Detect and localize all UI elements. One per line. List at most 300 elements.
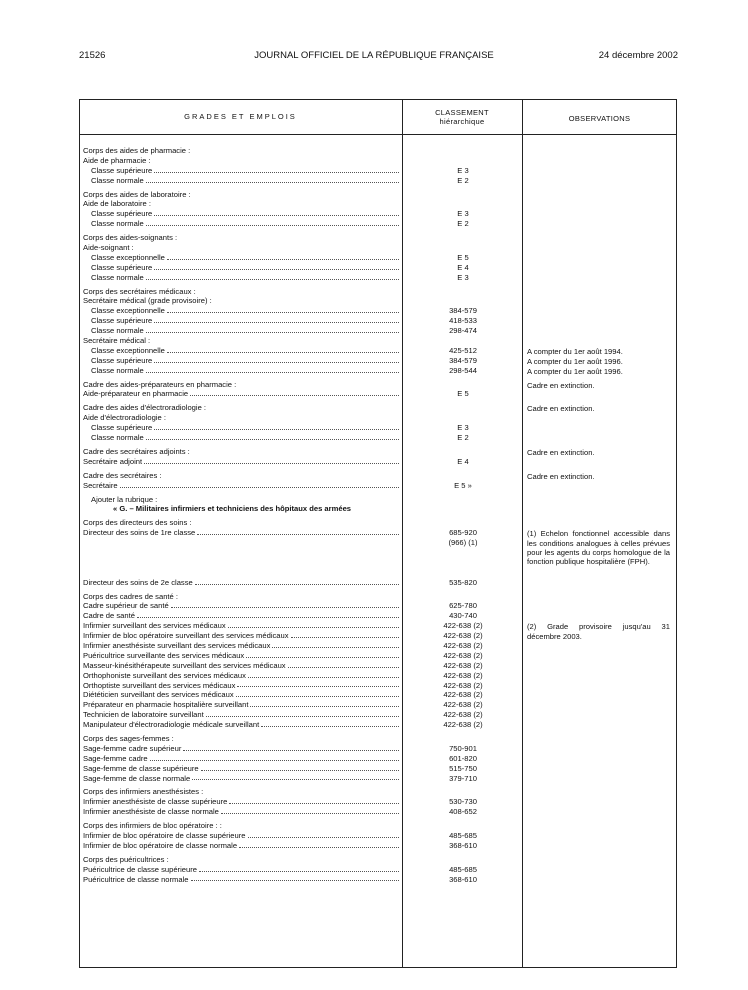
leader-dots <box>195 578 399 585</box>
grade-label: Manipulateur d'électroradiologie médicale surveillant <box>83 720 260 730</box>
grade-label: Aide de pharmacie : <box>83 155 151 165</box>
observation-cell <box>527 631 672 641</box>
grade-row <box>83 592 401 602</box>
grade-label: Corps des aides-soignants : <box>83 233 178 243</box>
classement-value: E 3 <box>457 423 469 433</box>
grade-label: Classe normale <box>91 272 144 282</box>
grade-label: Classe exceptionnelle <box>91 345 165 355</box>
observation-cell <box>527 233 672 243</box>
header-classement-line2: hiérarchique <box>439 117 485 126</box>
observation-cell <box>527 601 672 611</box>
leader-dots <box>146 176 399 183</box>
classement-value: E 2 <box>457 433 469 443</box>
classement-value: E 4 <box>457 456 469 466</box>
grade-label: Secrétaire <box>83 480 118 490</box>
grade-label: Puéricultrice de classe supérieure <box>83 864 197 874</box>
classement-value: 422-638 (2) <box>443 680 483 690</box>
observation-cell <box>527 774 672 784</box>
grade-label: Sage-femme cadre <box>83 753 148 763</box>
classement-value: 422-638 (2) <box>443 660 483 670</box>
grade-label: Classe exceptionnelle <box>91 252 165 262</box>
grade-row <box>83 296 401 306</box>
grade-label: Infirmier anesthésiste de classe normale <box>83 807 219 817</box>
grade-label: Corps des cadres de santé : <box>83 591 178 601</box>
classement-value: 685-920 <box>449 528 477 538</box>
classement-value <box>404 734 522 744</box>
observation-cell <box>527 807 672 817</box>
observations-column <box>527 142 672 884</box>
grade-row <box>83 734 401 744</box>
classement-value <box>404 146 522 156</box>
grade-row <box>83 601 401 611</box>
leader-dots <box>146 219 399 226</box>
observation-cell <box>527 821 672 831</box>
header-grades: GRADES ET EMPLOIS <box>184 112 297 121</box>
leader-dots <box>171 601 399 608</box>
grade-label: Infirmier anesthésiste surveillant des services médicaux <box>83 640 271 650</box>
grade-row <box>83 787 401 797</box>
classement-value: 368-610 <box>449 840 477 850</box>
grade-row <box>83 548 401 558</box>
header-observations: OBSERVATIONS <box>568 114 631 123</box>
observation-cell <box>527 166 672 176</box>
leader-dots <box>221 807 399 814</box>
leader-dots <box>146 366 399 373</box>
grade-label: Directeur des soins de 1re classe <box>83 528 196 538</box>
classement-value <box>404 233 522 243</box>
grade-row <box>83 346 401 356</box>
observation-cell <box>527 518 672 528</box>
grade-row <box>83 631 401 641</box>
observation-cell <box>527 710 672 720</box>
grade-label: Sage-femme cadre supérieur <box>83 743 182 753</box>
classement-column <box>404 142 522 884</box>
grade-label: Masseur-kinésithérapeute surveillant des services médicaux <box>83 660 286 670</box>
observation-cell <box>527 611 672 621</box>
journal-title: JOURNAL OFFICIEL DE LA RÉPUBLIQUE FRANÇAISE <box>254 50 494 61</box>
grade-row <box>83 176 401 186</box>
grade-row <box>83 306 401 316</box>
observation-cell <box>527 316 672 326</box>
observation-cell <box>527 389 672 399</box>
classement-value: 384-579 <box>449 355 477 365</box>
classement-value: 298-544 <box>449 365 477 375</box>
classement-value: 422-638 (2) <box>443 621 483 631</box>
leader-dots <box>237 681 399 688</box>
classement-value: 750-901 <box>449 743 477 753</box>
page-number: 21526 <box>79 50 106 61</box>
grade-row <box>83 841 401 851</box>
grade-row <box>83 710 401 720</box>
grade-row <box>83 621 401 631</box>
leader-dots <box>154 356 399 363</box>
leader-dots <box>206 710 399 717</box>
observation-cell <box>527 641 672 651</box>
observation-cell <box>527 380 672 390</box>
grade-label: Corps des aides de laboratoire : <box>83 189 191 199</box>
leader-dots <box>154 423 399 430</box>
grade-row <box>83 700 401 710</box>
observation-text: A compter du 1er août 1994. <box>527 346 623 356</box>
grade-row <box>83 447 401 457</box>
classement-value: 422-638 (2) <box>443 640 483 650</box>
grade-row <box>83 821 401 831</box>
observation-cell <box>527 720 672 730</box>
observation-cell <box>527 433 672 443</box>
classement-value <box>404 821 522 831</box>
grade-label: Classe supérieure <box>91 355 153 365</box>
grade-label: Cadre de santé <box>83 611 135 621</box>
grade-row <box>83 865 401 875</box>
leader-dots <box>191 875 399 882</box>
leader-dots <box>272 641 399 648</box>
classement-value <box>404 518 522 528</box>
observation-cell <box>527 681 672 691</box>
grade-row <box>83 504 401 514</box>
leader-dots <box>261 720 399 727</box>
observation-cell <box>527 538 672 548</box>
leader-dots <box>144 457 399 464</box>
classement-value <box>404 504 522 514</box>
grade-row <box>83 423 401 433</box>
classement-value: E 5 <box>457 389 469 399</box>
grade-row <box>83 568 401 578</box>
observation-cell <box>527 219 672 229</box>
grade-label: Corps des sages-femmes : <box>83 733 174 743</box>
grade-label: Cadre des aides-préparateurs en pharmacie : <box>83 379 237 389</box>
classement-value: E 3 <box>457 209 469 219</box>
leader-dots <box>192 774 399 781</box>
grade-label: Technicien de laboratoire surveillant <box>83 710 204 720</box>
observation-cell <box>527 855 672 865</box>
leader-dots <box>167 253 399 260</box>
observation-cell <box>527 568 672 578</box>
header-divider <box>79 134 677 135</box>
grade-row <box>83 875 401 885</box>
observation-cell <box>527 457 672 467</box>
classement-value <box>404 190 522 200</box>
observation-cell <box>527 744 672 754</box>
classement-value: 625-780 <box>449 601 477 611</box>
observation-cell <box>527 366 672 376</box>
classement-value: 298-474 <box>449 326 477 336</box>
observation-cell <box>527 326 672 336</box>
leader-dots <box>146 433 399 440</box>
classement-value: 422-638 (2) <box>443 690 483 700</box>
column-divider <box>402 99 403 968</box>
leader-dots <box>167 306 399 313</box>
classement-value <box>404 787 522 797</box>
grade-label: Infirmier de bloc opératoire de classe supérieure <box>83 831 246 840</box>
observation-cell <box>527 176 672 186</box>
observation-cell <box>527 447 672 457</box>
grade-label: Aide-préparateur en pharmacie <box>83 389 189 399</box>
grade-row <box>83 326 401 336</box>
grade-row <box>83 855 401 865</box>
grade-label: Infirmier surveillant des services médicaux <box>83 621 226 631</box>
grade-label: Aide-soignant : <box>83 243 134 253</box>
classement-value <box>404 156 522 166</box>
leader-dots <box>199 865 399 872</box>
leader-dots <box>248 671 399 678</box>
leader-dots <box>236 690 399 697</box>
observation-text: A compter du 1er août 1996. <box>527 356 623 366</box>
leader-dots <box>248 831 399 838</box>
observation-text: (1) Echelon fonctionnel accessible dans les conditions analogues à celles prévues pour les agents du corps homologue de la fonction publique hospitalière (FPH). <box>527 529 670 567</box>
column-divider <box>522 99 523 968</box>
grade-label: Sage-femme de classe supérieure <box>83 763 199 773</box>
observation-cell <box>527 287 672 297</box>
classement-value: 535-820 <box>449 577 477 587</box>
classement-value: E 5 <box>457 252 469 262</box>
observation-cell <box>527 273 672 283</box>
grade-label: Classe normale <box>91 219 144 229</box>
leader-dots <box>229 797 399 804</box>
leader-dots <box>246 651 399 658</box>
grade-label: Ajouter la rubrique : <box>91 494 158 504</box>
grade-label: Orthophoniste surveillant des services médicaux <box>83 670 246 680</box>
observation-cell <box>527 263 672 273</box>
leader-dots <box>146 326 399 333</box>
classement-value: 418-533 <box>449 316 477 326</box>
grade-row <box>83 651 401 661</box>
grade-row <box>83 209 401 219</box>
classement-value <box>404 495 522 505</box>
observation-text: Cadre en extinction. <box>527 380 595 390</box>
leader-dots <box>146 273 399 280</box>
leader-dots <box>154 166 399 173</box>
grade-row <box>83 671 401 681</box>
observation-cell <box>527 787 672 797</box>
grade-label: Corps des puéricultrices : <box>83 854 169 864</box>
observation-cell <box>527 209 672 219</box>
grade-row <box>83 243 401 253</box>
header-classement-line1: CLASSEMENT <box>435 108 489 117</box>
classement-value: 422-638 (2) <box>443 650 483 660</box>
classement-value <box>404 592 522 602</box>
observation-cell <box>527 156 672 166</box>
grade-row <box>83 578 401 588</box>
grade-label: Aide de laboratoire : <box>83 199 151 209</box>
observation-text: Cadre en extinction. <box>527 447 595 457</box>
grade-row <box>83 233 401 243</box>
leader-dots <box>288 661 399 668</box>
observation-cell <box>527 865 672 875</box>
observation-cell <box>527 306 672 316</box>
classement-value: 422-638 (2) <box>443 631 483 641</box>
grade-row <box>83 199 401 209</box>
classement-value: 408-652 <box>449 807 477 817</box>
observation-cell <box>527 413 672 423</box>
observation-cell <box>527 734 672 744</box>
classement-value: 384-579 <box>449 306 477 316</box>
leader-dots <box>228 621 399 628</box>
observation-cell <box>527 481 672 491</box>
grade-label: Classe normale <box>91 326 144 336</box>
observation-cell <box>527 875 672 885</box>
classement-value: 422-638 (2) <box>443 720 483 730</box>
grade-label: Classe normale <box>91 433 144 443</box>
observation-cell <box>527 356 672 366</box>
grade-label: Préparateur en pharmacie hospitalière surveillant <box>83 700 249 710</box>
observation-cell <box>527 403 672 413</box>
observation-cell <box>527 296 672 306</box>
observation-cell <box>527 754 672 764</box>
observation-cell <box>527 423 672 433</box>
grade-row <box>83 661 401 671</box>
grade-label: Puéricultrice surveillante des services médicaux <box>83 650 245 660</box>
leader-dots <box>167 346 399 353</box>
observation-cell <box>527 146 672 156</box>
observation-cell <box>527 661 672 671</box>
grade-label: Orthoptiste surveillant des services médicaux <box>83 680 236 690</box>
classement-value: 368-610 <box>449 874 477 884</box>
grade-row <box>83 356 401 366</box>
grade-label: Directeur des soins de 2e classe <box>83 577 193 587</box>
observation-cell <box>527 764 672 774</box>
grade-row <box>83 744 401 754</box>
leader-dots <box>154 316 399 323</box>
classement-value <box>404 568 522 578</box>
grade-row <box>83 528 401 538</box>
classement-value <box>404 403 522 413</box>
classement-value: 485-685 <box>449 831 477 840</box>
classement-value: 422-638 (2) <box>443 710 483 720</box>
grade-label: Corps des aides de pharmacie : <box>83 146 191 155</box>
grade-label: Classe exceptionnelle <box>91 306 165 316</box>
observation-text: (2) Grade provisoire jusqu'au 31 décembre 2003. <box>527 622 670 641</box>
grade-row <box>83 495 401 505</box>
classement-value: 379-710 <box>449 773 477 783</box>
grade-label: Infirmier de bloc opératoire surveillant des services médicaux <box>83 631 289 641</box>
grade-row <box>83 389 401 399</box>
classement-value <box>404 558 522 568</box>
grade-row <box>83 611 401 621</box>
observation-cell <box>527 651 672 661</box>
leader-dots <box>154 263 399 270</box>
grade-row <box>83 774 401 784</box>
classement-value <box>404 471 522 481</box>
classement-value <box>404 380 522 390</box>
grade-row <box>83 380 401 390</box>
grade-row <box>83 831 401 841</box>
grade-label: Corps des directeurs des soins : <box>83 518 192 528</box>
grade-row <box>83 316 401 326</box>
observation-cell <box>527 548 672 558</box>
grade-label: Diététicien surveillant des services médicaux <box>83 690 234 700</box>
grade-row <box>83 681 401 691</box>
grade-row <box>83 336 401 346</box>
observation-cell <box>527 700 672 710</box>
grade-row <box>83 146 401 156</box>
grade-row <box>83 413 401 423</box>
grade-row <box>83 538 401 548</box>
grade-label: Classe normale <box>91 175 144 185</box>
classement-value: E 2 <box>457 219 469 229</box>
classement-value: E 3 <box>457 165 469 175</box>
classement-value: 601-820 <box>449 753 477 763</box>
observation-text: Cadre en extinction. <box>527 404 595 414</box>
leader-dots <box>150 754 399 761</box>
grade-label: Classe supérieure <box>91 316 153 326</box>
leader-dots <box>250 700 399 707</box>
observation-cell <box>527 690 672 700</box>
observation-cell <box>527 199 672 209</box>
grade-label: Cadre des aides d'électroradiologie : <box>83 403 207 413</box>
grade-label: Puéricultrice de classe normale <box>83 874 189 884</box>
classement-value: E 5 » <box>454 480 472 490</box>
classement-value: (966) (1) <box>448 538 478 548</box>
classement-value: 515-750 <box>449 763 477 773</box>
grade-row <box>83 457 401 467</box>
observation-cell <box>527 495 672 505</box>
grade-row <box>83 481 401 491</box>
grade-row <box>83 366 401 376</box>
observation-cell <box>527 471 672 481</box>
grade-row <box>83 764 401 774</box>
grade-row <box>83 253 401 263</box>
grade-row <box>83 287 401 297</box>
grade-label: Infirmier anesthésiste de classe supérieure <box>83 797 228 807</box>
classement-value <box>404 199 522 209</box>
observation-cell <box>527 243 672 253</box>
observation-cell <box>527 528 672 567</box>
classement-value <box>404 287 522 297</box>
classement-value <box>404 336 522 346</box>
leader-dots <box>197 528 399 535</box>
grade-row <box>83 690 401 700</box>
classement-value: E 3 <box>457 272 469 282</box>
grade-row <box>83 190 401 200</box>
leader-dots <box>291 631 399 638</box>
observation-text: A compter du 1er août 1996. <box>527 366 623 376</box>
classement-value <box>404 296 522 306</box>
grade-label: Classe supérieure <box>91 262 153 272</box>
classement-value: 425-512 <box>449 345 477 355</box>
grade-label: Classe normale <box>91 365 144 375</box>
grades-column <box>83 142 401 884</box>
grade-label: Cadre supérieur de santé <box>83 601 169 611</box>
grade-row <box>83 807 401 817</box>
leader-dots <box>239 841 399 848</box>
classement-value <box>404 855 522 865</box>
grade-label: Infirmier de bloc opératoire de classe normale <box>83 840 238 850</box>
grade-label: Secrétaire adjoint <box>83 456 143 466</box>
classement-value: 485-685 <box>449 864 477 874</box>
grade-row <box>83 403 401 413</box>
grade-label: « G. – Militaires infirmiers et techniciens des hôpitaux des armées <box>113 504 352 514</box>
grade-row <box>83 797 401 807</box>
grade-row <box>83 641 401 651</box>
observation-cell <box>527 336 672 346</box>
grade-label: Classe supérieure <box>91 209 153 219</box>
leader-dots <box>201 764 399 771</box>
leader-dots <box>137 611 399 618</box>
classement-value <box>404 447 522 457</box>
classement-value: 422-638 (2) <box>443 700 483 710</box>
observation-cell <box>527 797 672 807</box>
observation-cell <box>527 621 672 641</box>
grade-row <box>83 166 401 176</box>
grade-row <box>83 754 401 764</box>
grade-row <box>83 518 401 528</box>
grade-row <box>83 263 401 273</box>
grade-label: Classe supérieure <box>91 423 153 433</box>
header-classement <box>402 108 522 126</box>
grade-label: Corps des secrétaires médicaux : <box>83 286 196 296</box>
observation-cell <box>527 578 672 588</box>
observation-cell <box>527 346 672 356</box>
